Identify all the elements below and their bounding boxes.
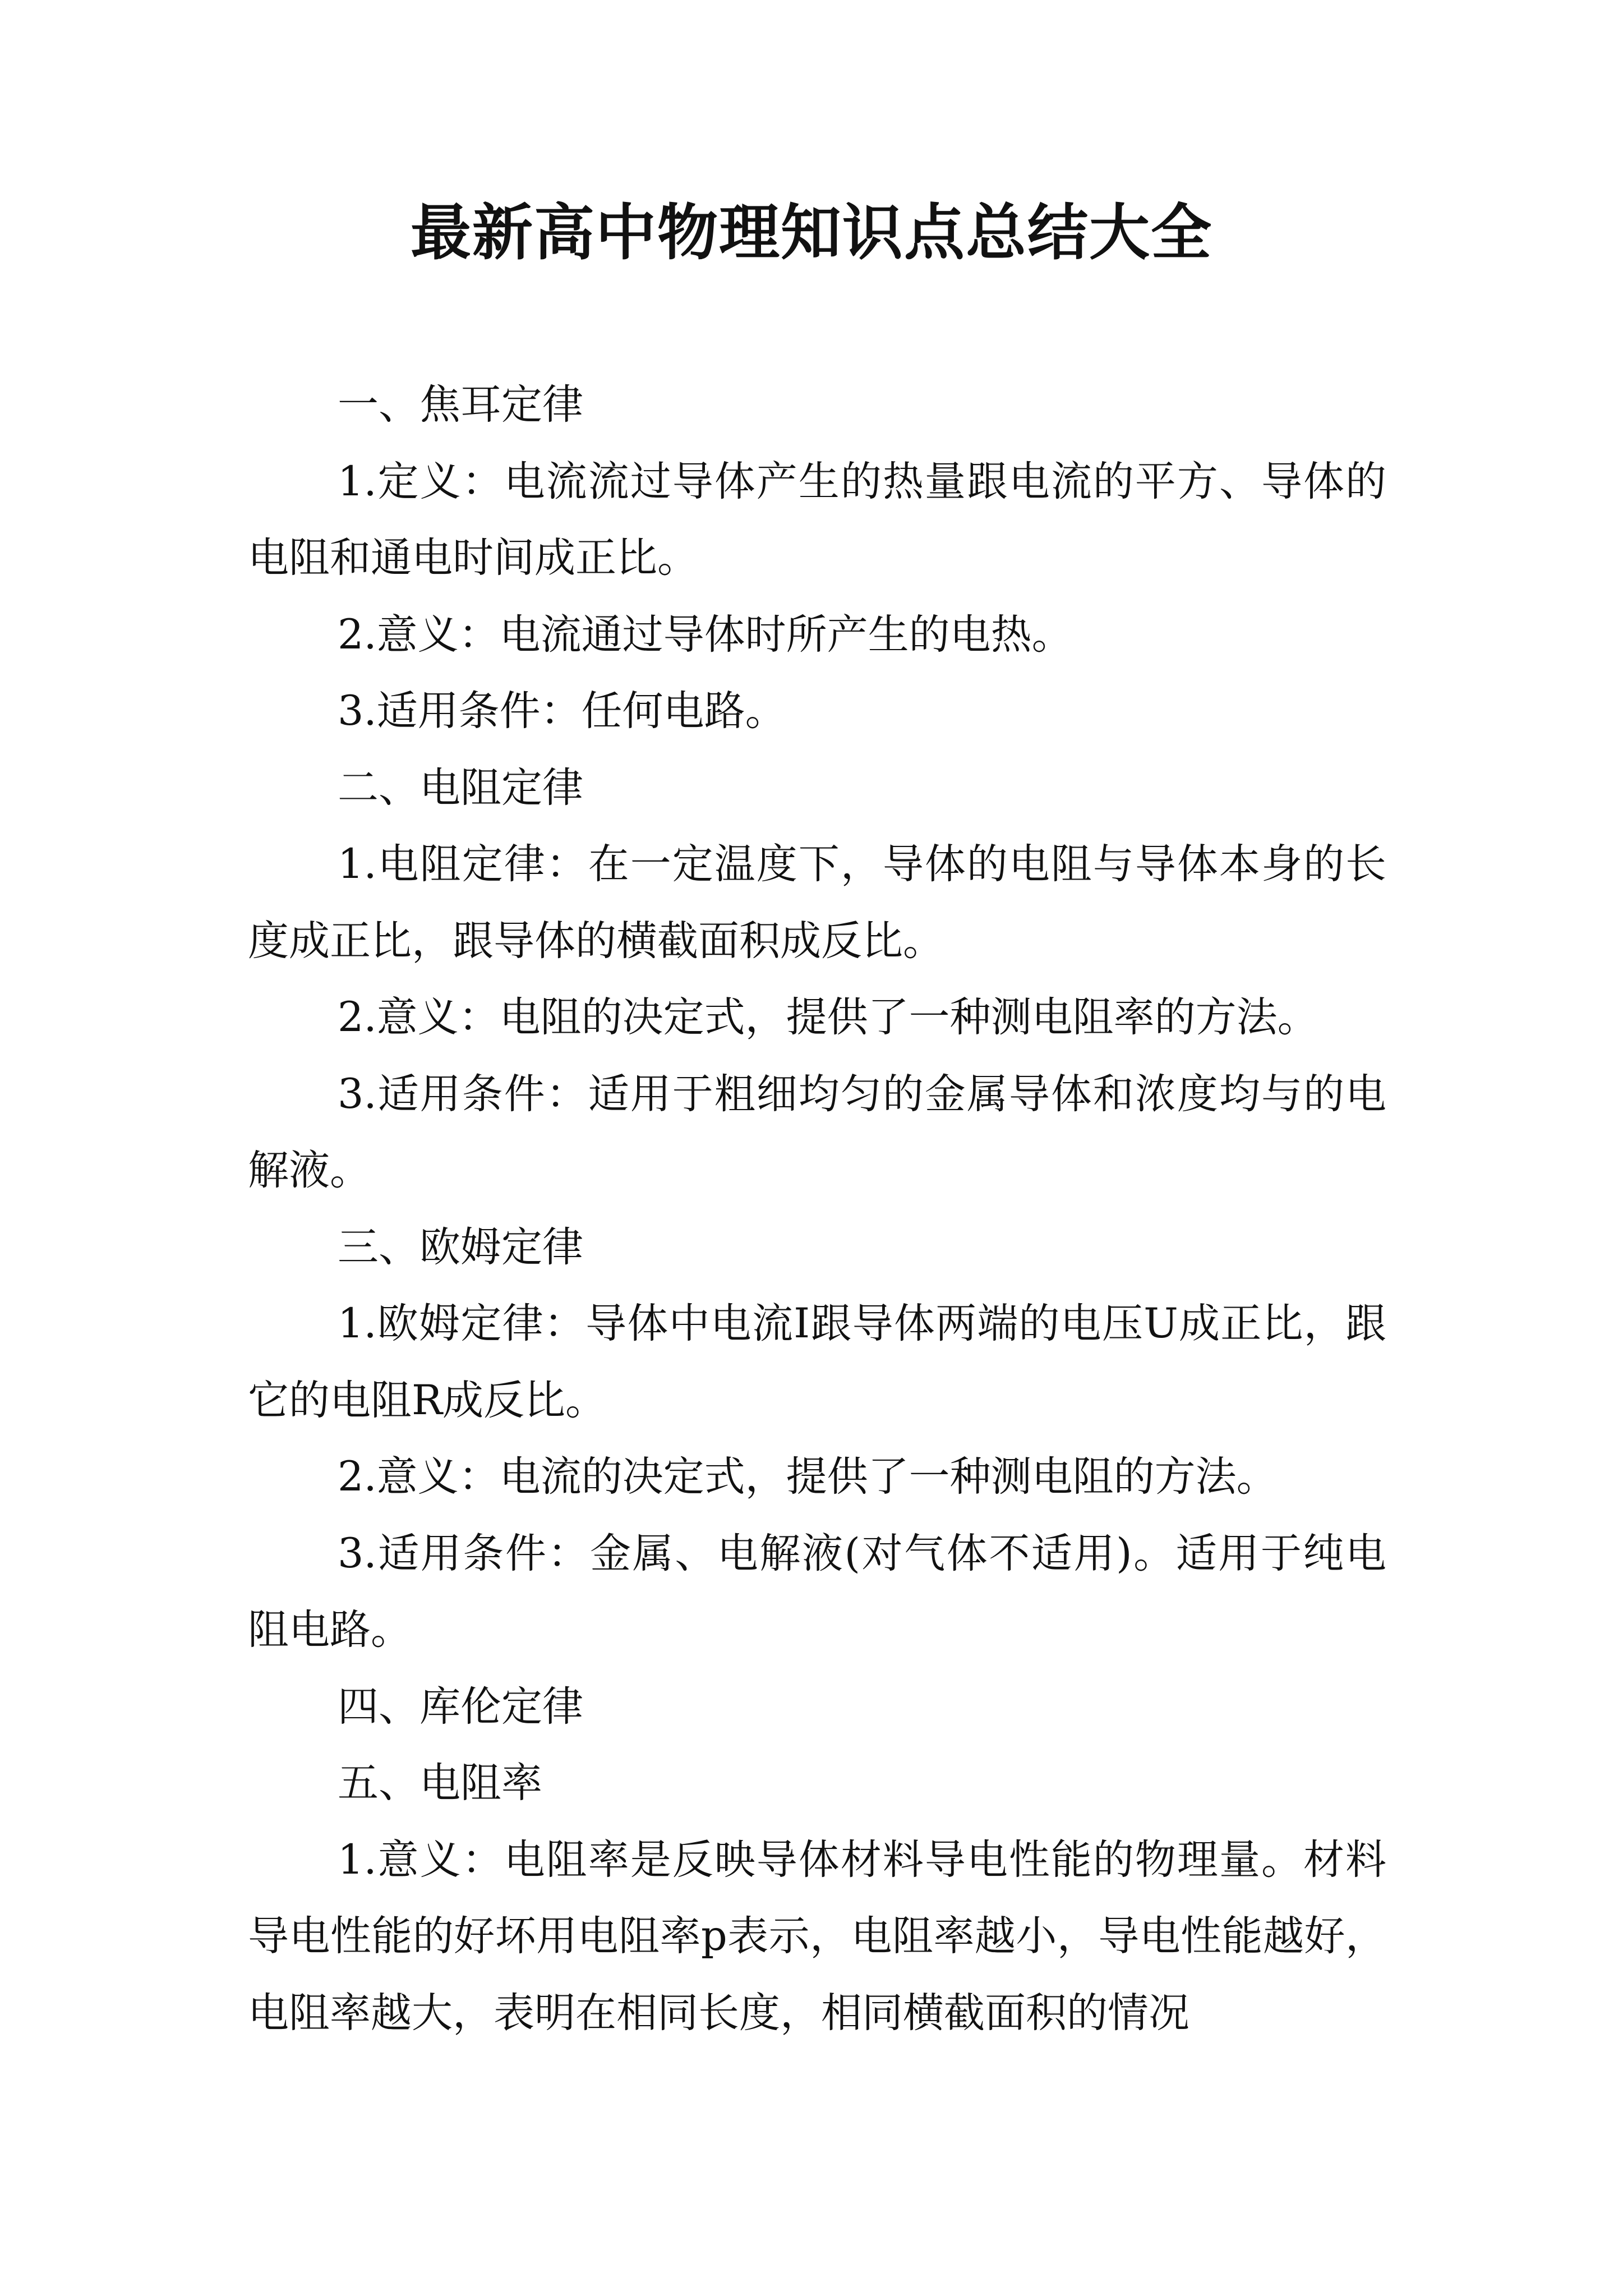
paragraph: 1.欧姆定律：导体中电流I跟导体两端的电压U成正比，跟它的电阻R成反比。 — [248, 1300, 1386, 1424]
paragraph: 3.适用条件：适用于粗细均匀的金属导体和浓度均与的电解液。 — [248, 1070, 1386, 1194]
paragraph: 3.适用条件：金属、电解液(对气体不适用)。适用于纯电阻电路。 — [248, 1529, 1386, 1654]
section-heading-resistance-law: 二、电阻定律 — [338, 763, 583, 812]
section-heading-coulomb-law: 四、库伦定律 — [338, 1682, 583, 1731]
paragraph: 2.意义：电阻的决定式，提供了一种测电阻率的方法。 — [338, 993, 1318, 1041]
paragraph: 1.电阻定律：在一定温度下，导体的电阻与导体本身的长度成正比，跟导体的横截面积成反比。 — [248, 840, 1386, 965]
document-title: 最新高中物理知识点总结大全 — [410, 197, 1212, 268]
paragraph: 1.意义：电阻率是反映导体材料导电性能的物理量。材料导电性能的好坏用电阻率p表示，电阻率越小，导电性能越好，电阻率越大，表明在相同长度，相同横截面积的情况 — [248, 1835, 1386, 2037]
section-heading-joule-law: 一、焦耳定律 — [338, 381, 583, 429]
paragraph: 2.意义：电流的决定式，提供了一种测电阻的方法。 — [338, 1453, 1278, 1501]
section-heading-ohms-law: 三、欧姆定律 — [338, 1223, 583, 1271]
section-heading-resistivity: 五、电阻率 — [338, 1759, 542, 1807]
paragraph: 1.定义：电流流过导体产生的热量跟电流的平方、导体的电阻和通电时间成正比。 — [248, 457, 1386, 582]
paragraph: 2.意义：电流通过导体时所产生的电热。 — [338, 610, 1073, 659]
paragraph: 3.适用条件：任何电路。 — [338, 687, 786, 735]
document-body — [248, 367, 1386, 2051]
